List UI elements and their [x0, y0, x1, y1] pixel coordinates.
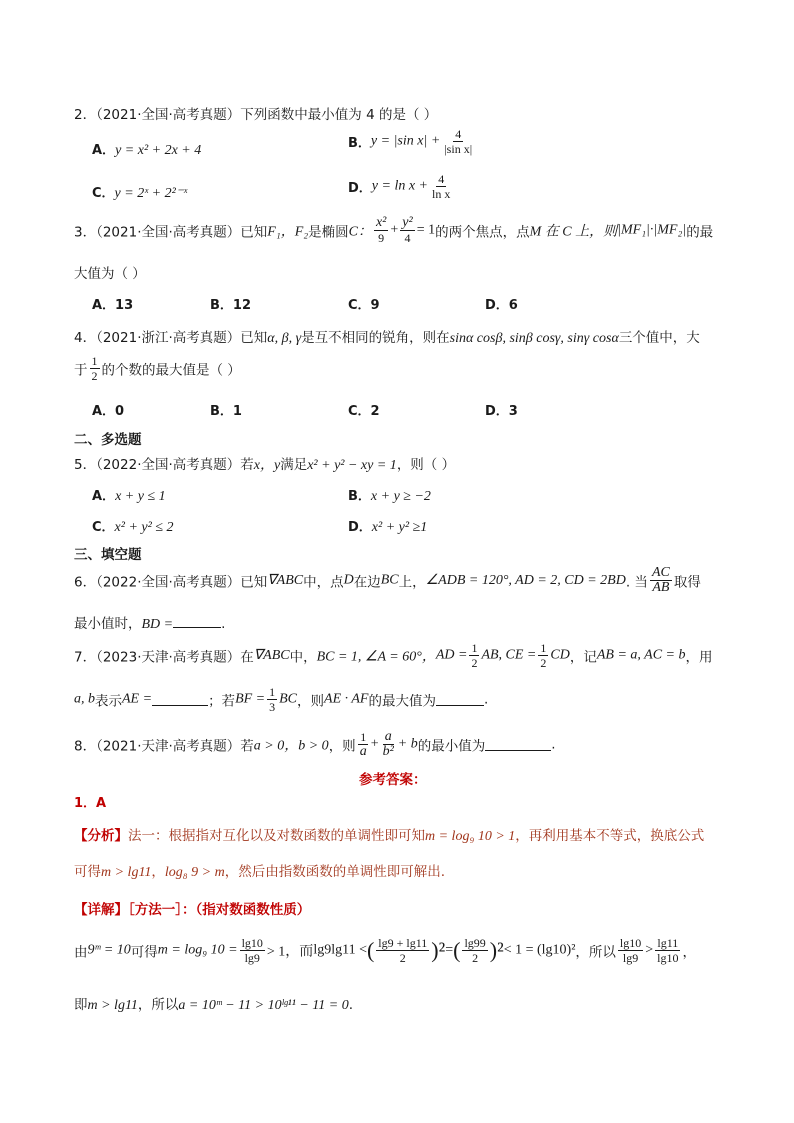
d1-pre: 由 — [74, 944, 88, 961]
q4-line2-pre: 于 — [74, 362, 88, 379]
q4-half — [90, 354, 100, 383]
detail-heading — [74, 898, 310, 918]
d1-frac-2-num: lg9 + lg11 — [378, 936, 428, 950]
section-heading-multi-choice: 二、多选题 — [74, 432, 142, 448]
q8-post: 的最小值为 — [417, 738, 486, 755]
q3-ellipse-c: C： — [348, 224, 372, 240]
q8-end: . — [551, 736, 556, 753]
q7-vec-bf: BF = — [235, 691, 266, 707]
q7-vec-bc: BC — [279, 691, 298, 707]
q8-cond: a > 0，b > 0 — [253, 738, 329, 754]
q7-half-2-num: 1 — [540, 641, 547, 655]
q7-half-2 — [538, 641, 548, 670]
q8-mid: ，则 — [328, 738, 356, 755]
d1-frac-3-num: lg99 — [464, 936, 486, 950]
d1-mid: 可得 — [130, 944, 158, 961]
q6-ratio — [650, 566, 672, 595]
q8-answer-blank — [485, 738, 551, 751]
detail-line-2 — [74, 993, 353, 1014]
q2-c-label: C． — [92, 186, 115, 201]
q5-b-label: B． — [348, 489, 371, 504]
q6-answer-blank — [173, 615, 221, 628]
q4-mid: 是互不相同的锐角，则在 — [301, 330, 450, 346]
q7-line2-mid: ；若 — [208, 693, 236, 710]
d2-a: m > lg11 — [87, 998, 138, 1013]
q8-frac-1-den: a — [359, 744, 367, 759]
q7-vec-ab-ce: AB, CE = — [481, 647, 537, 663]
q3-option-a: A．13 — [92, 298, 134, 313]
q4-half-den: 2 — [91, 369, 98, 383]
q6-triangle: ∇ABC — [267, 573, 304, 588]
q3-frac-y — [400, 216, 414, 245]
q8-plus: + — [370, 736, 379, 752]
d1-d: lg9lg11 < — [313, 942, 367, 958]
answer-key-title: 参考答案： — [359, 772, 427, 788]
question-7-line-1 — [74, 641, 712, 670]
d1-frac-5-num: lg11 — [657, 936, 679, 950]
d1-gt: > — [645, 942, 654, 958]
q7-line2-pre: 表示 — [95, 693, 122, 710]
analysis-l2-m2: log₈ 9 > m — [164, 865, 225, 880]
analysis-line-2 — [74, 860, 445, 881]
q7-half-2-den: 2 — [540, 656, 547, 670]
q6-bd: BD = — [141, 617, 174, 632]
q7-triangle: ∇ABC — [253, 648, 290, 663]
analysis-line-1 — [74, 824, 704, 845]
q3-mid: 是椭圆 — [308, 224, 349, 241]
q6-mid2: 在边 — [353, 574, 381, 591]
q5-a-expr: x + y ≤ 1 — [115, 489, 166, 504]
q8-frac-1 — [358, 730, 369, 759]
d1-e: = — [445, 942, 454, 958]
d1-b: m = log₉ 10 = — [157, 942, 238, 958]
q7-line2-mid2: ，则 — [297, 693, 325, 710]
q7-vec-defs: AB = a, AC = b — [596, 647, 686, 663]
question-3-line-1 — [74, 216, 713, 245]
q7-mid: 中， — [289, 649, 317, 666]
q5-option-a — [92, 485, 166, 505]
q5-cond: x² + y² − xy = 1 — [307, 458, 397, 473]
q7-third-num: 1 — [269, 685, 276, 699]
d1-g: < 1 = (lg10)² — [503, 942, 576, 958]
question-4-line-2 — [74, 354, 241, 383]
answer-1: 1．A — [74, 796, 107, 811]
question-5-stem — [74, 453, 455, 474]
d1-paren-close: )² — [431, 937, 446, 963]
q2-option-c — [92, 182, 187, 202]
q4-option-a: A．0 — [92, 404, 125, 419]
q3-option-c: C．9 — [348, 298, 380, 313]
q2-b-label: B． — [348, 136, 371, 151]
q8-pre: 8．（2021·天津·高考真题）若 — [74, 738, 254, 755]
analysis-tag: 【分析】 — [74, 828, 128, 844]
q5-option-c — [92, 516, 174, 536]
d1-frac-1-den: lg9 — [244, 951, 260, 965]
q2-d-expr: y = ln x + — [371, 178, 429, 194]
d1-h: ，所以 — [575, 944, 616, 961]
q3-m-on-c: M 在 C 上，则 — [529, 224, 618, 240]
q2-a-label: A． — [92, 143, 116, 158]
q7-end: ，用 — [685, 649, 713, 666]
d2-b: a = 10ᵐ − 11 > 10ˡᵍ¹¹ − 11 = 0 — [178, 998, 349, 1013]
q6-line2-pre: 最小值时， — [74, 616, 142, 632]
detail-method: ［方法一］： — [128, 902, 196, 918]
q2-a-expr: y = x² + 2x + 4 — [115, 143, 202, 158]
d1-paren-open: ( — [366, 937, 375, 963]
q8-frac-1-num: 1 — [360, 730, 367, 744]
q3-frac-x-num: x² — [375, 215, 387, 230]
q5-a-label: A． — [92, 489, 116, 504]
q3-frac-y-num: y² — [402, 215, 413, 230]
q3-pre: 3．（2021·全国·高考真题）已知 — [74, 224, 268, 241]
q7-third — [267, 685, 277, 714]
detail-title: （指对数函数性质） — [195, 902, 311, 918]
q7-line2-post: 的最大值为 — [368, 693, 436, 710]
q2-b-fraction — [442, 127, 474, 156]
d1-c: > 1，而 — [266, 944, 314, 960]
q7-half-1-den: 2 — [471, 656, 478, 670]
q5-d-expr: x² + y² ≥1 — [371, 520, 428, 535]
d1-frac-5 — [655, 936, 680, 965]
q6-point-d: D — [343, 572, 354, 588]
q6-line2-end: . — [221, 616, 226, 632]
q4-option-b: B．1 — [210, 404, 242, 419]
d1-frac-3 — [462, 936, 487, 965]
detail-tag: 【详解】 — [74, 902, 128, 918]
q7-cond: BC = 1, ∠A = 60°， — [316, 649, 436, 665]
d2-end: . — [348, 997, 354, 1013]
q7-ab: a, b — [74, 691, 95, 707]
q8-tail: + b — [397, 736, 418, 752]
q3-end: 的最 — [686, 224, 714, 241]
q5-option-b — [348, 485, 431, 505]
q3-option-b: B．12 — [210, 298, 251, 313]
q3-eq: = 1 — [416, 222, 436, 238]
q7-vec-ad: AD = — [435, 647, 468, 663]
q2-d-label: D． — [348, 181, 372, 196]
q5-pre: 5．（2022·全国·高考真题）若 — [74, 457, 254, 473]
analysis-l1-pre: 法一：根据指对互化以及对数函数的单调性即可知 — [128, 828, 425, 844]
d1-frac-2-den: 2 — [399, 951, 406, 965]
q2-c-expr: y = 2ˣ + 2²⁻ˣ — [114, 186, 188, 201]
q4-end: 三个值中，大 — [618, 330, 700, 346]
question-3-line-2: 大值为（ ） — [74, 266, 146, 282]
q6-mid4: . 当 — [625, 574, 648, 591]
q2-option-d — [348, 172, 454, 201]
q3-frac-x-den: 9 — [378, 231, 385, 245]
q2-b-den: |sin x| — [444, 142, 473, 156]
q3-foci: F₁，F₂ — [267, 224, 309, 240]
q5-post: ，则（ ） — [396, 457, 456, 473]
q2-d-den: ln x — [432, 187, 451, 201]
q7-pre: 7．（2023·天津·高考真题）在 — [74, 649, 254, 666]
q5-option-d — [348, 516, 427, 536]
question-2-stem — [74, 103, 437, 123]
question-6-line-1 — [74, 566, 701, 595]
d1-frac-4 — [618, 936, 643, 965]
q6-mid3: 上， — [398, 574, 426, 591]
q7-vec-ae: AE = — [122, 691, 153, 707]
d1-frac-4-den: lg9 — [622, 951, 639, 965]
q7-dot-product: AE · AF — [324, 691, 369, 707]
analysis-l2-sep: ， — [151, 864, 165, 880]
q7-mid2: ，记 — [569, 649, 597, 666]
q2-d-fraction — [430, 172, 452, 201]
q4-line2-post: 的个数的最大值是（ ） — [101, 362, 241, 379]
q2-b-num: 4 — [455, 127, 462, 141]
q5-c-label: C． — [92, 520, 115, 535]
d2-pre: 即 — [74, 997, 88, 1013]
d1-frac-1 — [240, 936, 265, 965]
d1-paren-close-2: )² — [489, 937, 504, 963]
q3-option-d: D．6 — [485, 298, 518, 313]
q3-plus: + — [390, 222, 399, 238]
q2-d-num: 4 — [438, 172, 445, 186]
q7-half-1-num: 1 — [471, 641, 478, 655]
analysis-l1-post: ，再利用基本不等式，换底公式 — [515, 828, 705, 844]
d1-frac-5-den: lg10 — [657, 951, 679, 965]
q8-frac-2 — [381, 730, 396, 759]
q4-option-d: D．3 — [485, 404, 518, 419]
q6-cond: ∠ADB = 120°, AD = 2, CD = 2BD — [425, 573, 626, 588]
d1-frac-1-num: lg10 — [241, 936, 263, 950]
q7-answer-blank-2 — [436, 693, 484, 706]
d1-end: ， — [682, 944, 697, 961]
q3-frac-y-den: 4 — [404, 231, 411, 245]
analysis-l2-m1: m > lg11 — [101, 865, 152, 880]
q7-answer-blank-1 — [152, 693, 208, 706]
analysis-l1-math: m = log₉ 10 > 1 — [425, 829, 516, 844]
q4-half-num: 1 — [91, 354, 98, 368]
q8-frac-2-num: a — [384, 729, 392, 744]
q2-b-expr: y = |sin x| + — [370, 133, 441, 149]
q4-expr: sinα cosβ, sinβ cosγ, sinγ cosα — [449, 331, 619, 346]
q4-pre: 4．（2021·浙江·高考真题）已知 — [74, 330, 268, 346]
d1-frac-3-den: 2 — [472, 951, 479, 965]
q6-side-bc: BC — [380, 572, 399, 588]
q6-end: 取得 — [673, 574, 701, 591]
q6-mid: 中，点 — [303, 574, 344, 591]
section-heading-fill-blank: 三、填空题 — [74, 547, 142, 563]
q3-product: |MF₁|·|MF₂| — [617, 222, 687, 238]
question-7-line-2 — [74, 685, 488, 714]
q3-post: 的两个焦点，点 — [435, 224, 530, 241]
q3-frac-x — [374, 216, 388, 245]
q5-b-expr: x + y ≥ −2 — [370, 489, 431, 504]
d2-mid: ，所以 — [137, 997, 179, 1013]
q2-option-b — [348, 127, 476, 156]
q7-third-den: 3 — [269, 700, 276, 714]
analysis-l2-pre: 可得 — [74, 864, 101, 880]
q7-line2-end: . — [483, 691, 489, 708]
d1-frac-2 — [376, 936, 429, 965]
q7-vec-cd: CD — [550, 647, 570, 663]
q5-mid: 满足 — [280, 457, 308, 473]
q6-ratio-den: AB — [652, 580, 670, 595]
q6-ratio-num: AC — [651, 565, 670, 580]
question-8-stem — [74, 730, 556, 759]
question-4-line-1 — [74, 326, 700, 347]
detail-line-1 — [74, 936, 696, 965]
q2-stem-text: 2．（2021·全国·高考真题）下列函数中最小值为 4 的是（ ） — [74, 107, 438, 123]
d1-frac-4-num: lg10 — [619, 936, 642, 950]
d1-a: 9ᵐ = 10 — [87, 942, 131, 958]
question-6-line-2 — [74, 612, 225, 633]
q2-option-a — [92, 139, 201, 159]
q6-pre: 6．（2022·全国·高考真题）已知 — [74, 574, 268, 591]
analysis-l2-post: ，然后由指数函数的单调性即可解出. — [224, 864, 446, 880]
q5-d-label: D． — [348, 520, 372, 535]
q7-half-1 — [469, 641, 479, 670]
q5-xy: x，y — [253, 458, 281, 473]
q4-option-c: C．2 — [348, 404, 380, 419]
d1-paren-open-2: ( — [453, 937, 461, 963]
q8-frac-2-den: b² — [382, 744, 394, 759]
q4-angles: α, β, γ — [267, 331, 302, 346]
q5-c-expr: x² + y² ≤ 2 — [114, 520, 174, 535]
